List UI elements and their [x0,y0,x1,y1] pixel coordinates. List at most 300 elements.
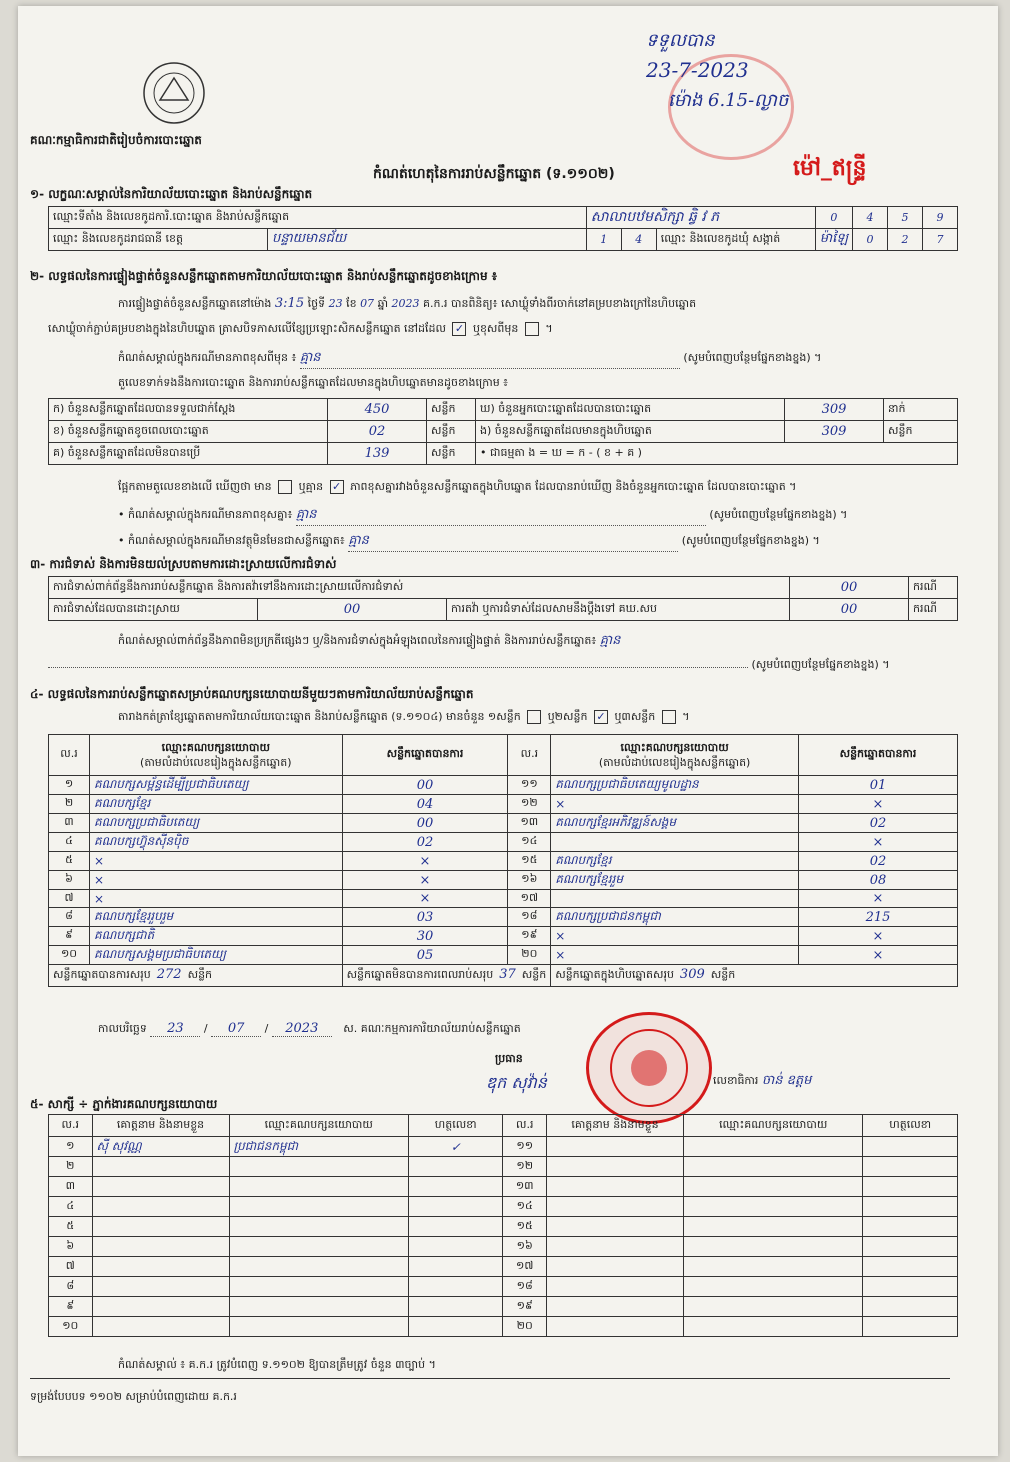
witness-no: ៩ [49,1297,93,1317]
row-number: ១៥ [508,852,551,871]
results-row [49,814,958,833]
col-party-subtitle: (តាមលំដាប់លេខរៀងក្នុងសន្លឹកឆ្នោត) [598,756,751,769]
row-number: ១៣ [508,814,551,833]
province-label: ឈ្មោះ និងលេខកូដរាជធានី ខេត្ត [49,229,268,251]
party-votes: × [342,852,508,871]
witness-row [49,1297,958,1317]
figure-unit: សន្លឹក [427,443,476,465]
seal-text: សោឃ្លុំចាក់ភ្ជាប់គម្របខាងក្នុងនៃហិបឆ្នោត ត្រាសបិទភាសលើខ្សែប្រឡោះសិកសន្លឹកឆ្នោត នៅដដែល [48,322,446,335]
witness-signature [408,1277,503,1297]
witness-row [49,1317,958,1337]
party-name: គណបក្សប្រជាធិបតេយ្យមូលដ្ឋាន [551,776,799,795]
verification-day: 23 [328,297,343,310]
month-label: ខែ [346,297,357,310]
two-sheets-checkbox[interactable]: ✓ [594,710,608,724]
party-name: × [551,946,799,965]
results-row [49,871,958,890]
has-difference-checkbox[interactable] [278,480,292,494]
col-no-header: ល.រ [508,735,551,776]
figure-unit: សន្លឹក [427,399,476,421]
irregularity-label: កំណត់សម្គាល់ពាក់ព័ន្ធនឹងភាពមិនប្រក្រតីផ្សេងៗ ឬ/និងការជំទាស់ក្នុងអំឡុងពេលនៃការផ្ទៀងផ្ទាត់ និងការរាប់សន្លឹកឆ្នោត៖ [118,634,597,647]
party-name [551,833,799,852]
figure-value: 309 [785,421,884,443]
witness-row [49,1277,958,1297]
witness-col-name: គោត្តនាម និងនាមខ្លួន [547,1115,684,1137]
results-row [49,927,958,946]
row-number: ១ [49,776,90,795]
row-number: ៦ [49,871,90,890]
verification-tail: គ.ក.រ បានពិនិត្យ៖ សោឃ្លុំទាំងពីរចាក់នៅគម្របខាងក្រៅនៃហិបឆ្នោត [423,297,697,310]
verification-text: ការផ្ទៀងផ្ទាត់ចំនួនសន្លឹកឆ្នោតនៅម៉ោង [118,297,272,310]
commune-code-digit: 0 [853,229,888,251]
three-sheets-checkbox[interactable] [662,710,676,724]
col-party-header [551,735,799,776]
witness-col-party: ឈ្មោះគណបក្សនយោបាយ [229,1115,408,1137]
row-number: ៩ [49,927,90,946]
no-difference-checkbox[interactable]: ✓ [330,480,344,494]
irregularity-line-2 [48,658,958,674]
party-votes: × [799,890,958,908]
witness-no: ១១ [503,1137,547,1157]
witness-name [547,1177,684,1197]
year-label: ឆ្នាំ [377,297,389,310]
compare-tail: ភាពខុសគ្នារវាងចំនួនសន្លឹកឆ្នោតក្នុងហិបឆ្នោត ដែលបានរាប់ឃើញ និងចំនួនអ្នកបោះឆ្នោត ដែលបានបោះឆ្នោត ។ [350,480,797,493]
witness-signature [408,1177,503,1197]
party-votes: 02 [799,814,958,833]
party-votes: × [799,927,958,946]
verification-time: 3:15 [274,296,305,311]
witness-party [683,1297,862,1317]
figure-unit: នាក់ [884,399,958,421]
witness-no: ៤ [49,1197,93,1217]
witness-no: ៣ [49,1177,93,1197]
party-votes: 03 [342,908,508,927]
witness-no: ៨ [49,1277,93,1297]
footer-note: កំណត់សម្គាល់ ៖ គ.ក.រ ត្រូវបំពេញ ទ.១១០២ ឱ្យបានត្រឹមត្រូវ ចំនួន ៣ច្បាប់ ។ [118,1358,436,1371]
witness-name [92,1217,229,1237]
objection-label: ការជំទាស់ពាក់ព័ន្ធនឹងការរាប់សន្លឹកឆ្នោត និងការតវ៉ាទៅនឹងការដោះស្រាយលើការជំទាស់ [49,577,790,599]
witness-name [92,1197,229,1217]
witness-name [547,1297,684,1317]
witness-no: ១៨ [503,1277,547,1297]
two-sheets-label: ឬ២សន្លឹក [547,710,588,723]
commune-value: ម៉ាឡៃ [815,229,852,251]
note3-label: • កំណត់សម្គាល់ក្នុងករណីមានវត្ថុមិនមែនជាសន្លឹកឆ្នោត៖ [118,534,345,547]
witness-party [229,1237,408,1257]
party-name: គណបក្សសង្គមប្រជាធិបតេយ្យ [90,946,343,965]
chair-label: ប្រធាន [495,1052,523,1065]
figure-value: 139 [328,443,427,465]
witness-no: ១៩ [503,1297,547,1317]
different-checkbox[interactable] [525,322,539,336]
results-row [49,890,958,908]
witness-party [683,1177,862,1197]
witness-party: ប្រជាជនកម្ពុជា [229,1137,408,1157]
results-row [49,946,958,965]
note3-value: គ្មាន [348,532,678,552]
party-votes: 02 [342,833,508,852]
one-sheet-checkbox[interactable] [527,710,541,724]
location-code-digit: 9 [923,207,958,229]
party-votes: 04 [342,795,508,814]
witness-signature [863,1197,958,1217]
witness-name [92,1177,229,1197]
witness-no: ១៥ [503,1217,547,1237]
appeal-label: ការតវ៉ា ឬការជំទាស់ដែលសាមនឹងប្ដឹងទៅ គឃ.សប [447,599,790,621]
witness-col-no: ល.រ [49,1115,93,1137]
footer-form-label: ទម្រង់បែបបទ ១១០២ សម្រាប់បំពេញដោយ គ.ក.រ [30,1390,237,1403]
date-label: កាលបរិច្ឆេទ [98,1022,147,1035]
total-box-unit: សន្លឹក [710,968,736,981]
irregularity-value: គ្មាន [599,633,621,648]
note3-line [118,532,820,552]
party-name [551,890,799,908]
party-votes: 30 [342,927,508,946]
party-votes: 08 [799,871,958,890]
row-number: ១០ [49,946,90,965]
date-line: កាលបរិច្ឆេទ 23 / 07 / 2023 ស. គណៈកម្មការការិយាល័យរាប់សន្លឹកឆ្នោត [98,1021,521,1036]
party-votes: 215 [799,908,958,927]
witness-col-no: ល.រ [503,1115,547,1137]
total-invalid-cell [342,965,551,987]
committee-sign-label: ស. គណៈកម្មការការិយាល័យរាប់សន្លឹកឆ្នោត [343,1022,521,1035]
witness-party [683,1137,862,1157]
figure-label: គ) ចំនួនសន្លឹកឆ្នោតដែលមិនបានប្រើ [49,443,328,465]
witness-party [229,1257,408,1277]
party-votes: × [799,833,958,852]
province-code-digit: 4 [621,229,656,251]
total-valid-label: សន្លឹកឆ្នោតបានការសរុប [53,968,151,981]
witness-no: ១៣ [503,1177,547,1197]
secretary-signature: ចាន់ ឧត្តម [761,1073,812,1088]
witness-name [547,1317,684,1337]
party-name: គណបក្សប្រជាធិបតេយ្យ [90,814,343,833]
col-votes-header: សន្លឹកឆ្នោតបានការ [799,735,958,776]
witness-name [92,1157,229,1177]
figure-label: ក) ចំនួនសន្លឹកឆ្នោតដែលបានទទួលជាក់ស្តែង [49,399,328,421]
fill-hint: (សូមបំពេញបន្ថែមផ្នែកខាងខ្នង) ។ [751,658,890,671]
date-day: 23 [150,1021,200,1037]
party-name: គណបក្សខ្មែរ [90,795,343,814]
section2-heading: ២- លទ្ធផលនៃការផ្ទៀងផ្ទាត់ចំនួនសន្លឹកឆ្នោតតាមការិយាល័យបោះឆ្នោត និងរាប់សន្លឹកឆ្នោតដូចខាងក្រោម ៖ [30,269,498,283]
section4-heading: ៤- លទ្ធផលនៃការរាប់សន្លឹកឆ្នោតសម្រាប់គណបក្សនយោបាយនីមួយៗតាមការិយាល័យរាប់សន្លឹកឆ្នោត [30,687,474,701]
witness-no: ១៧ [503,1257,547,1277]
row-number: ១៦ [508,871,551,890]
row-number: ២ [49,795,90,814]
witness-name [92,1277,229,1297]
witness-party [229,1177,408,1197]
party-name: គណបក្សប្រជាជនកម្ពុជា [551,908,799,927]
totals-row [49,965,958,987]
location-code-digit: 4 [853,207,888,229]
col-no-header: ល.រ [49,735,90,776]
objection-value: 00 [790,577,909,599]
total-box-label: សន្លឹកឆ្នោតក្នុងហិបឆ្នោតសរុប [555,968,674,981]
witness-signature [863,1297,958,1317]
row-number: ២០ [508,946,551,965]
party-votes: × [799,946,958,965]
witness-party [229,1297,408,1317]
note1-line [118,349,968,369]
witness-no: ៧ [49,1257,93,1277]
witness-signature [408,1317,503,1337]
seal-line: សោឃ្លុំចាក់ភ្ជាប់គម្របខាងក្នុងនៃហិបឆ្នោត ត្រាសបិទភាសលើខ្សែប្រឡោះសិកសន្លឹកឆ្នោត នៅដដែល ✓ ឬខុសពីមុន ។ [48,322,553,335]
figure-value: 450 [328,399,427,421]
witness-signature [408,1237,503,1257]
form-title: កំណត់ហេតុនៃការរាប់សន្លឹកឆ្នោត (ទ.១១០២) [373,166,615,182]
party-name: គណបក្សខ្មែរអភិវឌ្ឍន៍សង្គម [551,814,799,833]
party-votes: 00 [342,776,508,795]
tally-sheet-line: តារាងកត់ត្រាខ្សែឆ្នោតតាមការិយាល័យបោះឆ្នោត និងរាប់សន្លឹកឆ្នោត (ទ.១១០៤) មានចំនួន ១សន្លឹក ឬ២សន្លឹក ✓ ឬ៣សន្លឹក ។ [118,710,690,723]
witness-row [49,1257,958,1277]
total-box-cell [551,965,958,987]
witness-no: ២០ [503,1317,547,1337]
witness-col-sign: ហត្ថលេខា [408,1115,503,1137]
total-valid-cell [49,965,343,987]
party-name: គណបក្សខ្មែររួម [551,871,799,890]
appeal-value: 00 [790,599,909,621]
blank-line [48,667,748,668]
results-table [48,734,958,987]
witness-row [49,1217,958,1237]
red-label: ម៉ៅ_ឥន្ទ្រី [793,156,867,181]
province-value: បន្ទាយមានជ័យ [268,229,587,251]
party-votes: × [799,795,958,814]
witness-row [49,1177,958,1197]
commune-code-digit: 2 [888,229,923,251]
section3-heading: ៣- ការជំទាស់ និងការមិនយល់ស្របតាមការដោះស្រាយលើការជំទាស់ [30,557,337,571]
party-votes: × [342,871,508,890]
total-invalid-unit: សន្លឹក [521,968,547,981]
three-sheets-label: ឬ៣សន្លឹក [614,710,656,723]
row-number: ១១ [508,776,551,795]
received-date: 23-7-2023 [646,58,749,82]
party-votes: 01 [799,776,958,795]
witness-signature [408,1217,503,1237]
row-number: ៥ [49,852,90,871]
appeal-unit: ករណី [909,599,958,621]
note1-label: កំណត់សម្គាល់ក្នុងករណីមានភាពខុសពីមុន ៖ [118,351,297,364]
official-stamp [586,1012,712,1124]
or-different-label: ឬខុសពីមុន [472,322,519,335]
witness-signature [863,1177,958,1197]
verification-month: 07 [360,297,375,310]
witness-name [547,1257,684,1277]
witness-col-name: គោត្តនាម និងនាមខ្លួន [92,1115,229,1137]
row-number: ៨ [49,908,90,927]
results-row [49,795,958,814]
witness-name [547,1217,684,1237]
col-party-subtitle: (តាមលំដាប់លេខរៀងក្នុងសន្លឹកឆ្នោត) [140,756,292,769]
resolved-label: ការជំទាស់ដែលបានដោះស្រាយ [49,599,258,621]
col-votes-header: សន្លឹកឆ្នោតបានការ [342,735,508,776]
witness-name [92,1297,229,1317]
results-row [49,852,958,871]
witness-signature [408,1197,503,1217]
witness-party [683,1277,862,1297]
witness-party [683,1217,862,1237]
party-votes: 02 [799,852,958,871]
witness-party [683,1257,862,1277]
tally-intro: តារាងកត់ត្រាខ្សែឆ្នោតតាមការិយាល័យបោះឆ្នោត និងរាប់សន្លឹកឆ្នោត (ទ.១១០៤) មានចំនួន ១សន្លឹក [118,710,521,723]
document-page [18,6,998,1456]
date-year: 2023 [272,1021,332,1037]
party-name: គណបក្សសម្ព័ន្ធដើម្បីប្រជាធិបតេយ្យ [90,776,343,795]
location-label: ឈ្មោះទីតាំង និងលេខកូដការិ.បោះឆ្នោត និងរាប់សន្លឹកឆ្នោត [49,207,587,229]
party-name: × [551,927,799,946]
figure-label: ខ) ចំនួនសន្លឹកឆ្នោតខូចពេលបោះឆ្នោត [49,421,328,443]
figure-unit: សន្លឹក [884,421,958,443]
location-value: សាលាបឋមសិក្សា ឆ្វិ វ ភ [586,207,815,229]
witness-no: ១២ [503,1157,547,1177]
figure-label: ង) ចំនួនសន្លឹកឆ្នោតដែលមានក្នុងហិបឆ្នោត [476,421,785,443]
party-name: × [90,890,343,908]
witness-party [229,1157,408,1177]
compare-line [118,480,796,496]
witness-no: ៦ [49,1237,93,1257]
section1-table [48,206,958,251]
witness-no: ១៦ [503,1237,547,1257]
witness-name [547,1157,684,1177]
witness-name: ស៊ី សុវណ្ណ [92,1137,229,1157]
witness-signature: ✓ [408,1137,503,1157]
fill-hint: (សូមបំពេញបន្ថែមផ្នែកខាងខ្នង) ។ [709,508,848,521]
witness-party [683,1237,862,1257]
row-number: ១៩ [508,927,551,946]
witness-party [229,1197,408,1217]
witness-header-row [49,1115,958,1137]
figure-unit: សន្លឹក [427,421,476,443]
witness-no: ១០ [49,1317,93,1337]
row-number: ៣ [49,814,90,833]
no-difference-label: ឬគ្មាន [298,480,324,493]
secretary-line [713,1072,811,1091]
footer-divider [30,1378,950,1379]
fill-hint: (សូមបំពេញបន្ថែមផ្នែកខាងខ្នង) ។ [681,534,820,547]
witness-name [547,1237,684,1257]
witness-signature [863,1217,958,1237]
date-month: 07 [211,1021,261,1037]
col-party-title: ឈ្មោះគណបក្សនយោបាយ [161,741,270,754]
figure-value: 02 [328,421,427,443]
note1-value: គ្មាន [300,349,680,369]
row-number: ១៤ [508,833,551,852]
witness-col-sign: ហត្ថលេខា [863,1115,958,1137]
received-note: ទទួលបាន [646,30,715,51]
witness-col-party: ឈ្មោះគណបក្សនយោបាយ [683,1115,862,1137]
witness-name [92,1257,229,1277]
results-row [49,833,958,852]
fill-hint: (សូមបំពេញបន្ថែមផ្នែកខាងខ្នង) ។ [683,351,822,364]
witness-signature [863,1157,958,1177]
party-name: គណបក្សហ៊្វុនស៊ីនប៉ិច [90,833,343,852]
witness-table [48,1114,958,1337]
witness-party [683,1157,862,1177]
witness-signature [863,1237,958,1257]
verification-line [118,296,968,313]
note2-value: គ្មាន [296,506,706,526]
party-name: គណបក្សជាតិ [90,927,343,946]
resolved-value: 00 [258,599,447,621]
figure-label: ឃ) ចំនួនអ្នកបោះឆ្នោតដែលបានបោះឆ្នោត [476,399,785,421]
witness-signature [863,1137,958,1157]
province-code-digit: 1 [586,229,621,251]
total-invalid-label: សន្លឹកឆ្នោតមិនបានការពេលរាប់សរុប [346,968,494,981]
witness-party [229,1317,408,1337]
results-row [49,776,958,795]
party-name: × [551,795,799,814]
party-name: គណបក្សខ្មែររួបរួម [90,908,343,927]
total-valid-unit: សន្លឹក [187,968,213,981]
commune-code-digit: 7 [923,229,958,251]
witness-party [229,1277,408,1297]
row-number: ១៨ [508,908,551,927]
compare-text: ផ្អែកតាមតួលេខខាងលើ ឃើញថា មាន [118,480,272,493]
party-votes: × [342,890,508,908]
witness-name [547,1197,684,1217]
location-code-digit: 5 [888,207,923,229]
note2-line [118,506,847,526]
day-label: ថ្ងៃទី [307,297,326,310]
witness-signature [863,1277,958,1297]
witness-name [547,1137,684,1157]
witness-party [683,1197,862,1217]
location-code-digit: 0 [815,207,852,229]
row-number: ៤ [49,833,90,852]
received-time: ម៉ោង 6.15-ល្ងាច [668,90,789,111]
witness-signature [863,1257,958,1277]
figures-table [48,398,958,465]
witness-signature [408,1297,503,1317]
row-number: ៧ [49,890,90,908]
figure-value: 309 [785,399,884,421]
witness-signature [408,1157,503,1177]
objection-table [48,576,958,621]
commune-label: ឈ្មោះ និងលេខកូដឃុំ សង្កាត់ [656,229,815,251]
row-number: ១២ [508,795,551,814]
party-votes: 00 [342,814,508,833]
witness-no: ២ [49,1157,93,1177]
irregularity-line [118,632,620,651]
party-votes: 05 [342,946,508,965]
witness-name [547,1277,684,1297]
nec-logo [138,60,210,126]
witness-party [683,1317,862,1337]
witness-name [92,1237,229,1257]
witness-name [92,1317,229,1337]
total-valid-value: 272 [156,967,182,982]
col-party-title: ឈ្មោះគណបក្សនយោបាយ [620,741,729,754]
witness-no: ១៤ [503,1197,547,1217]
results-header-row [49,735,958,776]
objection-unit: ករណី [909,577,958,599]
same-checkbox[interactable]: ✓ [452,322,466,336]
results-row [49,908,958,927]
verification-year: 2023 [391,297,420,310]
section1-heading: ១- លក្ខណៈសម្គាល់នៃការិយាល័យបោះឆ្នោត និងរាប់សន្លឹកឆ្នោត [30,187,313,201]
witness-row [49,1137,958,1157]
witness-signature [408,1257,503,1277]
section5-heading: ៥- សាក្សី ÷ ភ្នាក់ងារគណបក្សនយោបាយ [30,1097,218,1111]
party-name: × [90,871,343,890]
witness-row [49,1157,958,1177]
figures-intro: តួលេខទាក់ទងនឹងការបោះឆ្នោត និងការរាប់សន្លឹកឆ្នោតដែលមានក្នុងហិបឆ្នោតមានដូចខាងក្រោម ៖ [118,376,509,389]
row-number: ១៧ [508,890,551,908]
witness-no: ៥ [49,1217,93,1237]
total-box-value: 309 [679,967,705,982]
witness-row [49,1237,958,1257]
note2-label: • កំណត់សម្គាល់ក្នុងករណីមានភាពខុសគ្នា៖ [118,508,293,521]
